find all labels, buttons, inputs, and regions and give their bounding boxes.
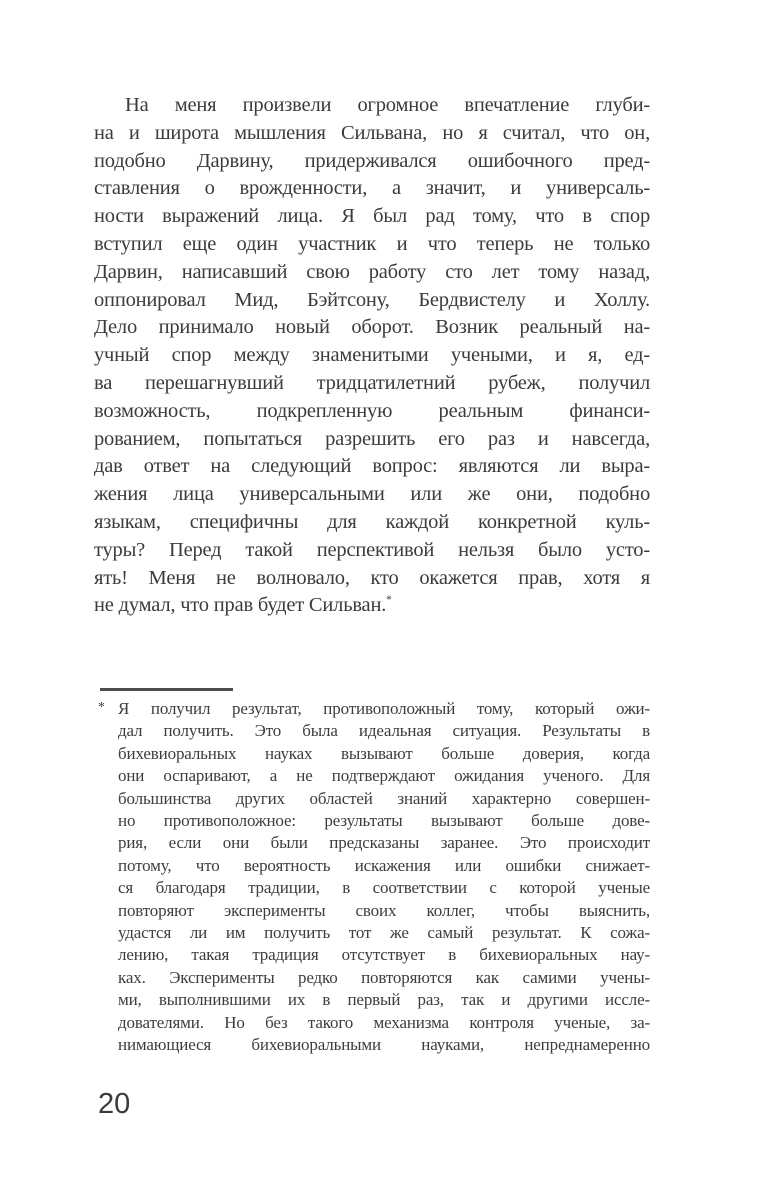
- text-line: подобно Дарвину, придерживался ошибочного пред-: [94, 149, 650, 172]
- footnote-marker: *: [98, 700, 105, 715]
- text-line: нимающиеся бихевиоральными науками, непреднамеренно: [118, 1035, 650, 1055]
- text-line: туры? Перед такой перспективой нельзя было усто-: [94, 538, 650, 561]
- text-line: большинства других областей знаний характерно совершен-: [118, 788, 650, 808]
- text-line: повторяют эксперименты своих коллег, чтобы выяснить,: [118, 900, 650, 920]
- text-line: оппонировал Мид, Бэйтсону, Бердвистелу и Холлу.: [94, 288, 650, 311]
- text-line: ва перешагнувший тридцатилетний рубеж, получил: [94, 371, 650, 394]
- text-line: Дело принимало новый оборот. Возник реальный на-: [94, 316, 650, 339]
- page-number: 20: [98, 1088, 131, 1120]
- text-line: вступил еще один участник и что теперь не только: [94, 232, 650, 255]
- text-line: учный спор между знаменитыми учеными, и я, ед-: [94, 344, 650, 367]
- text-line: Дарвин, написавший свою работу сто лет тому назад,: [94, 260, 650, 283]
- text-line: На меня произвели огромное впечатление глуби-: [125, 94, 650, 116]
- footnote-text: [118, 698, 650, 1057]
- footnote-separator: [100, 688, 233, 691]
- text-line: дал получить. Это была идеальная ситуация. Результаты в: [118, 721, 650, 741]
- text-line: ся благодаря традиции, в соответствии с которой ученые: [118, 878, 650, 898]
- text-line: дователями. Но без такого механизма контроля ученые, за-: [118, 1012, 650, 1032]
- text-line: ять! Меня не волновало, кто окажется прав, хотя я: [94, 566, 650, 589]
- text-line: ми, выполнившими их в первый раз, так и другими иссле-: [118, 990, 650, 1010]
- text-line: ности выражений лица. Я был рад тому, что в спор: [94, 205, 650, 228]
- footnote: [98, 698, 650, 1057]
- text-line: языкам, специфичны для каждой конкретной куль-: [94, 510, 650, 533]
- text-line: удастся ли им получить тот же самый результат. К сожа-: [118, 923, 650, 943]
- text-line: ках. Эксперименты редко повторяются как самими учены-: [118, 967, 650, 987]
- text-line: Я получил результат, противоположный тому, который ожи-: [118, 699, 650, 718]
- text-line: на и широта мышления Сильвана, но я считал, что он,: [94, 121, 650, 144]
- text-line: ставления о врожденности, а значит, и универсаль-: [94, 177, 650, 200]
- text-line: рованием, попытаться разрешить его раз и навсегда,: [94, 427, 650, 450]
- text-line: бихевиоральных науках вызывают больше доверия, когда: [118, 743, 650, 763]
- text-line: рия, если они были предсказаны заранее. Это происходит: [118, 833, 650, 853]
- main-paragraph: [94, 92, 650, 620]
- text-line: потому, что вероятность искажения или ошибки снижает-: [118, 855, 650, 875]
- footnote-reference: *: [386, 594, 392, 607]
- text-line: жения лица универсальными или же они, подобно: [94, 483, 650, 506]
- text-line: они оспаривают, а не подтверждают ожидания ученого. Для: [118, 766, 650, 786]
- text-line: не думал, что прав будет Сильван.*: [94, 594, 392, 617]
- text-line: дав ответ на следующий вопрос: являются ли выра-: [94, 455, 650, 478]
- text-line: но противоположное: результаты вызывают больше дове-: [118, 811, 650, 831]
- text-line: возможность, подкрепленную реальным финанси-: [94, 399, 650, 422]
- text-line: лению, такая традиция отсутствует в бихевиоральных нау-: [118, 945, 650, 965]
